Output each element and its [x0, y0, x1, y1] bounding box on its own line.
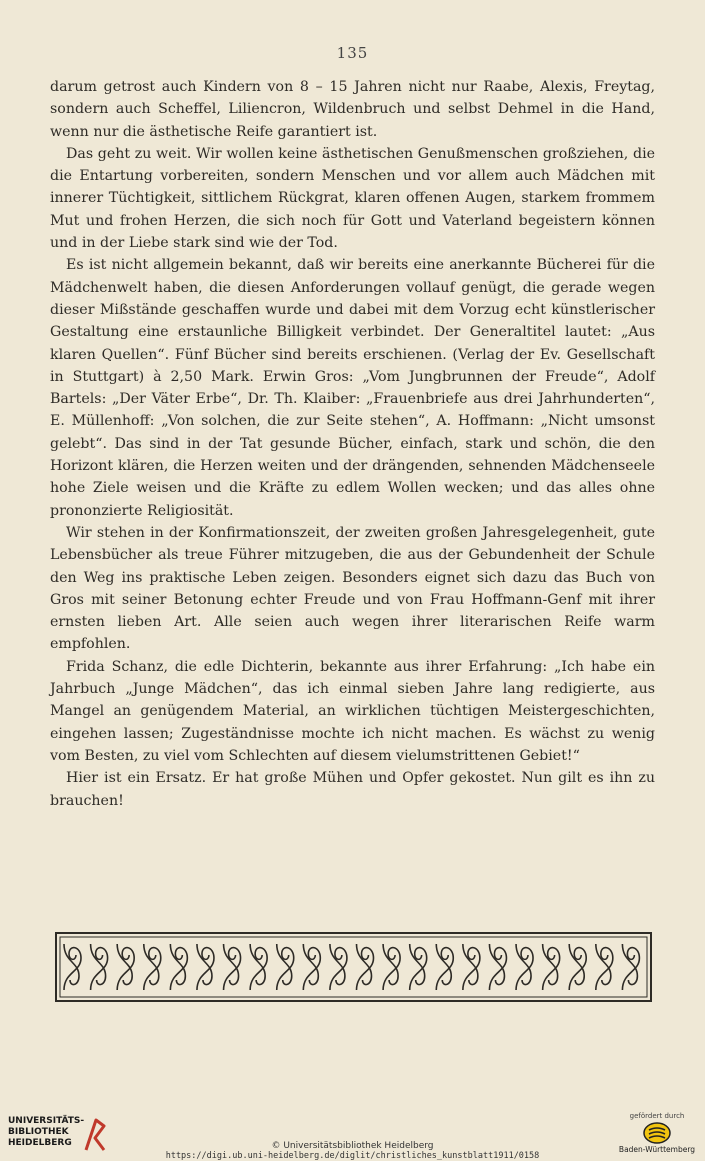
- ornament-curl: [303, 944, 318, 985]
- paragraph-5: Frida Schanz, die edle Dichterin, bekannte aus ihrer Erfahrung: „Ich habe ein Jahrbuch „Junge Mädchen“, das ich einmal sieben Jahre lang redigierte, aus Mangel an genügendem Material, an wirklichen tüchtigen Meistergeschichten, eingehen lassen; Zugeständnisse mochte ich nicht machen. Es wächst zu wenig vom Besten, zu viel vom Schlechten auf diesem vielumstrittenen Gebiet!“: [50, 658, 655, 764]
- ornament-curl: [170, 944, 185, 985]
- ornament-curl: [197, 944, 212, 985]
- ornament-curl: [330, 944, 345, 985]
- paragraph-2: Das geht zu weit. Wir wollen keine ästhetischen Genußmenschen großziehen, die die Entartung vorbereiten, sondern Menschen und vor allem auch Mädchen mit innerer Tüchtigkeit, sittlichem Rückgrat, klaren offenen Augen, starkem frommem Mut und frohen Herzen, die sich noch für Gott und Vaterland begeistern können und in der Liebe stark sind wie der Tod.: [50, 145, 655, 252]
- ornament-curl: [144, 944, 159, 985]
- ornament-curl: [436, 944, 451, 985]
- ornament-curl: [516, 944, 531, 985]
- library-logo-line1: UNIVERSITÄTS-: [8, 1116, 85, 1126]
- ornament-curl: [357, 944, 372, 985]
- ornament-curl: [91, 944, 106, 985]
- ornament-curl: [543, 944, 558, 985]
- sponsor-block: [612, 1112, 702, 1158]
- ornament-curl: [250, 944, 265, 985]
- ornament-curl: [277, 944, 292, 985]
- ornament-curl: [489, 944, 504, 985]
- ornament-curl: [64, 944, 79, 985]
- page-number: 135: [336, 44, 369, 62]
- library-logo-line2: BIBLIOTHEK: [8, 1127, 69, 1137]
- ornament-curl: [622, 944, 637, 985]
- ornament-curl: [463, 944, 478, 985]
- paragraph-1: darum getrost auch Kindern von 8 – 15 Jahren nicht nur Raabe, Alexis, Freytag, sondern auch Scheffel, Liliencron, Wildenbruch und selbst Dehmel in die Hand, wenn nur die ästhetische Reife garantiert ist.: [50, 79, 655, 140]
- ornament-curl: [224, 944, 239, 985]
- ornament-curl: [569, 944, 584, 985]
- copyright-notice: © Universitätsbibliothek Heidelberg: [271, 1141, 434, 1151]
- decorative-border-ornament: [55, 932, 652, 1002]
- ornament-curl: [410, 944, 425, 985]
- paragraph-4: Wir stehen in der Konfirmationszeit, der zweiten großen Jahresgelegenheit, gute Lebensbücher als treue Führer mitzugeben, die aus der Gebundenheit der Schule den Weg ins praktische Leben zeigen. Besonders eignet sich dazu das Buch von Gros mit seiner Betonung echter Freude und von Frau Hoffmann-Genf mit ihrer ernsten lieben Art. Alle seien auch wegen ihrer literarischen Reife warm empfohlen.: [50, 524, 655, 653]
- library-logo-line3: HEIDELBERG: [8, 1138, 72, 1148]
- sponsor-name: Baden-Württemberg: [618, 1145, 696, 1154]
- source-url-link[interactable]: https://digi.ub.uni-heidelberg.de/diglit/christliches_kunstblatt1911/0158: [165, 1151, 540, 1161]
- paragraph-3: Es ist nicht allgemein bekannt, daß wir bereits eine anerkannte Bücherei für die Mädchenwelt haben, die diesen Anforderungen vollauf genügt, die gerade wegen dieser Mißstände geschaffen wurde und dabei mit dem Vorzug echt künstlerischer Gestaltung eine erstaunliche Billigkeit verbindet. Der Generaltitel lautet: „Aus klaren Quellen“. Fünf Bücher sind bereits erschienen. (Verlag der Ev. Gesellschaft in Stuttgart) à 2,50 Mark. Erwin Gros: „Vom Jungbrunnen der Freude“, Adolf Bartels: „Der Väter Erbe“, Dr. Th. Klaiber: „Frauenbriefe aus drei Jahrhunderten“, E. Müllenhoff: „Von solchen, die zur Seite stehen“, A. Hoffmann: „Nicht umsonst gelebt“. Das sind in der Tat gesunde Bücher, einfach, stark und schön, die den Horizont klären, die Herzen weiten und der drängenden, sehnenden Mädchenseele hohe Ziele weisen und die Kräfte zu edlem Wollen wecken; und das alles ohne prononzierte Religiosität.: [50, 257, 655, 519]
- article-body: [50, 76, 655, 812]
- sponsor-label: gefördert durch: [629, 1112, 685, 1120]
- ornament-curl: [596, 944, 611, 985]
- state-crest-icon: [642, 1122, 672, 1144]
- ornament-curl: [383, 944, 398, 985]
- paragraph-6: Hier ist ein Ersatz. Er hat große Mühen und Opfer gekostet. Nun gilt es ihn zu brauchen!: [50, 770, 655, 809]
- ornament-curl: [117, 944, 132, 985]
